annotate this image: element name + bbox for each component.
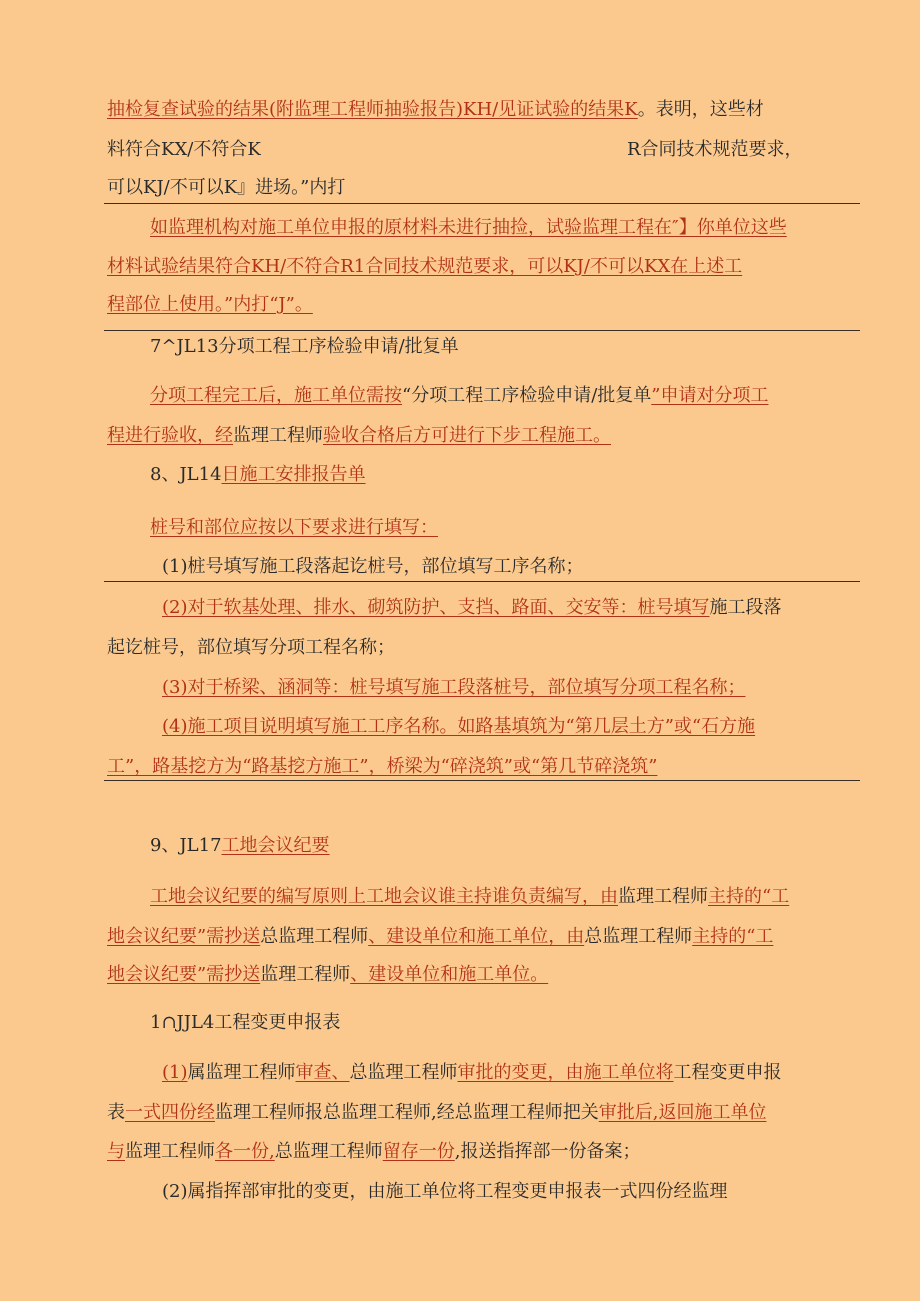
section-heading-7: 7^JL13分项工程工序检验申请/批复单 bbox=[150, 336, 459, 357]
p9-text: 地会议纪要”需抄送 bbox=[107, 926, 261, 947]
p10-text: 监理工程师 bbox=[125, 1141, 215, 1162]
p10-text: 审批后,返回施工单位 bbox=[598, 1102, 767, 1123]
p10-text: 经总监理工程师把关 bbox=[436, 1102, 599, 1123]
p10-text: 一式四份经 bbox=[125, 1102, 215, 1123]
p6-text: (2)对于软基处理、排水、砌筑防护、支挡、路面、交安等：桩号填写 bbox=[162, 597, 710, 618]
p3-text: 监理工程师 bbox=[233, 425, 323, 446]
p1-text: 可以KJ/不可以K』进场。”内打 bbox=[107, 177, 346, 198]
rule bbox=[104, 581, 860, 582]
p9-text: 地会议纪要”需抄送 bbox=[107, 964, 261, 985]
rule bbox=[104, 330, 860, 331]
p1-text: 。表明，这些材 bbox=[637, 99, 764, 120]
p8-line2: 工”，路基挖方为“路基挖方施工”，桥梁为“碎浇筑”或“第几节碎浇筑” bbox=[107, 756, 658, 777]
p9-text: 总监理工程师 bbox=[584, 926, 693, 947]
p9-text: 工地会议纪要的编写原则上工地会议谁主持谁负责编写，由 bbox=[150, 886, 618, 907]
p10-text: 工程变更申报 bbox=[673, 1062, 782, 1083]
heading-number: 8、JL14 bbox=[150, 464, 222, 485]
p3-text: 分项工程完工后，施工单位需按 bbox=[150, 385, 402, 406]
p10-text: 审查、 bbox=[295, 1062, 350, 1083]
p11-line: (2)属指挥部审批的变更，由施工单位将工程变更申报表一式四份经监理 bbox=[162, 1181, 728, 1202]
p10-line3 bbox=[107, 1140, 640, 1164]
p1-text: 料符合KX/不符合K bbox=[107, 139, 261, 160]
p10-text: (1) bbox=[162, 1062, 188, 1083]
p10-text: 总监理工程师 bbox=[274, 1141, 383, 1162]
p10-line1 bbox=[162, 1061, 782, 1085]
p9-text: 、建设单位和施工单位。 bbox=[350, 964, 549, 985]
p6-line1 bbox=[162, 596, 782, 620]
p1-line2 bbox=[107, 138, 803, 162]
section-heading-8 bbox=[150, 463, 366, 487]
p3-text: ”申请对分项工 bbox=[651, 385, 769, 406]
p6-line2: 起讫桩号，部位填写分项工程名称； bbox=[107, 637, 395, 658]
rule bbox=[104, 780, 860, 781]
p10-text: 监理工程师报总监理工程师 bbox=[215, 1102, 431, 1123]
p9-line3 bbox=[107, 963, 548, 987]
p2-line2: 材料试验结果符合KH/不符合R1合同技术规范要求，可以KJ/不可以KX在上述工 bbox=[107, 256, 743, 277]
p10-text: , bbox=[431, 1102, 437, 1123]
heading-number: 9、JL17 bbox=[150, 835, 222, 856]
p3-text: 验收合格后方可进行下步工程施工。 bbox=[323, 425, 611, 446]
p10-text: 审批的变更，由施工单位将 bbox=[457, 1062, 674, 1083]
p5-line: (1)桩号填写施工段落起讫桩号，部位填写工序名称； bbox=[162, 556, 584, 577]
p7-line: (3)对于桥梁、涵洞等：桩号填写施工段落桩号，部位填写分项工程名称； bbox=[162, 677, 746, 698]
p10-text: 留存一份 bbox=[382, 1141, 455, 1162]
p10-text: 监理工程师 bbox=[205, 1062, 296, 1083]
p3-text: “分项工程工序检验申请/批复单 bbox=[402, 385, 652, 406]
p9-text: 主持的“工 bbox=[708, 886, 790, 907]
heading-title: 日施工安排报告单 bbox=[221, 464, 366, 485]
p6-text: 施工段落 bbox=[709, 597, 782, 618]
p10-text: 与 bbox=[107, 1141, 125, 1162]
p10-text: 表 bbox=[107, 1102, 125, 1123]
rule bbox=[104, 203, 860, 204]
p10-text: 各一份, bbox=[215, 1141, 275, 1162]
p9-text: 主持的“工 bbox=[692, 926, 774, 947]
p8-line1: (4)施工项目说明填写施工工序名称。如路基填筑为“第几层土方”或“石方施 bbox=[162, 716, 756, 737]
heading-title: 工地会议纪要 bbox=[221, 835, 330, 856]
section-heading-10: 1∩JJL4工程变更申报表 bbox=[150, 1012, 341, 1033]
p3-text: 程进行验收，经 bbox=[107, 425, 233, 446]
section-heading-9 bbox=[150, 834, 330, 858]
p9-line1 bbox=[150, 885, 789, 909]
p10-text: ,报送指挥部一份备案； bbox=[454, 1141, 641, 1162]
p1-line1 bbox=[107, 98, 764, 122]
p10-line2 bbox=[107, 1101, 766, 1125]
p1-text: R合同技术规范要求， bbox=[627, 139, 803, 160]
p1-line3 bbox=[107, 176, 345, 200]
p10-text: 属 bbox=[187, 1062, 206, 1083]
p2-line3: 程部位上使用。”内打“J”。 bbox=[107, 294, 313, 315]
p2-line1: 如监理机构对施工单位申报的原材料未进行抽捡，试验监理工程在″】你单位这些 bbox=[150, 217, 787, 238]
p9-text: 总监理工程师 bbox=[260, 926, 369, 947]
p3-line2 bbox=[107, 424, 611, 448]
p4-line: 桩号和部位应按以下要求进行填写： bbox=[150, 517, 438, 538]
p9-line2 bbox=[107, 925, 773, 949]
p9-text: 、建设单位和施工单位，由 bbox=[368, 926, 585, 947]
p10-text: 总监理工程师 bbox=[349, 1062, 458, 1083]
p1-underlined-text: 抽检复查试验的结果(附监理工程师抽验报告)KH/见证试验的结果K bbox=[107, 99, 638, 120]
p9-text: 监理工程师 bbox=[260, 964, 351, 985]
p9-text: 监理工程师 bbox=[618, 886, 708, 907]
p3-line1 bbox=[150, 384, 768, 408]
